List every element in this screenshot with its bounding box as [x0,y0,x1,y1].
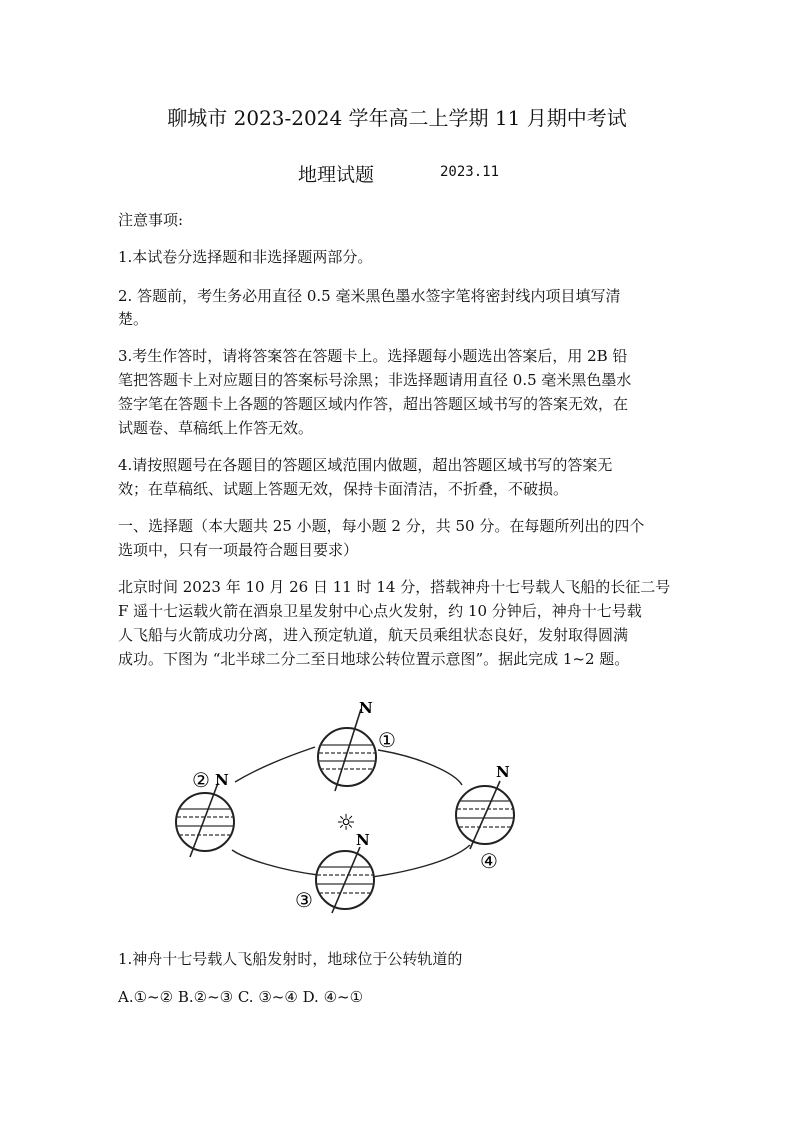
note-item-3-line2: 笔把答题卡上对应题目的答案标号涂黑；非选择题请用直径 0.5 毫米黑色墨水 [118,371,632,389]
section-heading-line2: 选项中，只有一项最符合题目要求） [118,541,359,559]
position-marker-4: ④ [480,849,498,873]
note-item-4-line2: 效；在草稿纸、试题上答题无效，保持卡面清洁，不折叠，不破损。 [118,480,569,498]
north-pole-label: N [496,763,510,781]
passage-line3: 人飞船与火箭成功分离，进入预定轨道，航天员乘组状态良好，发射取得圆满 [118,626,629,644]
passage-line4: 成功。下图为 “北半球二分二至日地球公转位置示意图”。据此完成 1~2 题。 [118,650,630,668]
exam-title: 聊城市 2023-2024 学年高二上学期 11 月期中考试 [167,106,627,130]
question-1-stem: 1.神舟十七号载人飞船发射时，地球位于公转轨道的 [118,950,463,968]
notes-heading: 注意事项: [118,211,184,229]
note-item-3-line3: 签字笔在答题卡上各题的答题区域内作答，超出答题区域书写的答案无效，在 [118,395,629,413]
passage-line2: F 遥十七运载火箭在酒泉卫星发射中心点火发射，约 10 分钟后，神舟十七号载 [118,602,642,620]
earth-position-3 [295,831,374,913]
question-1-options: A.①~② B.②~③ C. ③~④ D. ④~① [118,988,364,1006]
exam-date: 2023.11 [440,164,500,180]
note-item-3-line4: 试题卷、草稿纸上作答无效。 [118,419,314,437]
note-item-2-line1: 2. 答题前，考生务必用直径 0.5 毫米黑色墨水签字笔将密封线内项目填写清 [118,287,621,305]
position-marker-2: ② [192,768,210,792]
section-heading-line1: 一、选择题（本大题共 25 小题，每小题 2 分，共 50 分。在每题所列出的四个 [118,517,645,535]
position-marker-1: ① [378,728,396,752]
north-pole-label: N [356,831,370,849]
north-pole-label: N [215,771,229,789]
north-pole-label: N [359,699,373,717]
sun-icon: ☼ [336,811,356,836]
earth-orbit-diagram [160,695,540,925]
earth-position-4 [456,763,514,873]
note-item-4-line1: 4.请按照题号在各题目的答题区域范围内做题，超出答题区域书写的答案无 [118,456,613,474]
exam-subtitle: 地理试题 [298,164,375,186]
note-item-3-line1: 3.考生作答时，请将答案答在答题卡上。选择题每小题选出答案后，用 2B 铅 [118,347,628,365]
note-item-1: 1.本试卷分选择题和非选择题两部分。 [118,248,373,266]
earth-position-2 [176,768,234,857]
passage-line1: 北京时间 2023 年 10 月 26 日 11 时 14 分，搭载神舟十七号载人飞船的长征二号 [118,578,671,596]
position-marker-3: ③ [295,888,313,912]
note-item-2-line2: 楚。 [118,310,149,328]
earth-position-1 [318,699,396,791]
